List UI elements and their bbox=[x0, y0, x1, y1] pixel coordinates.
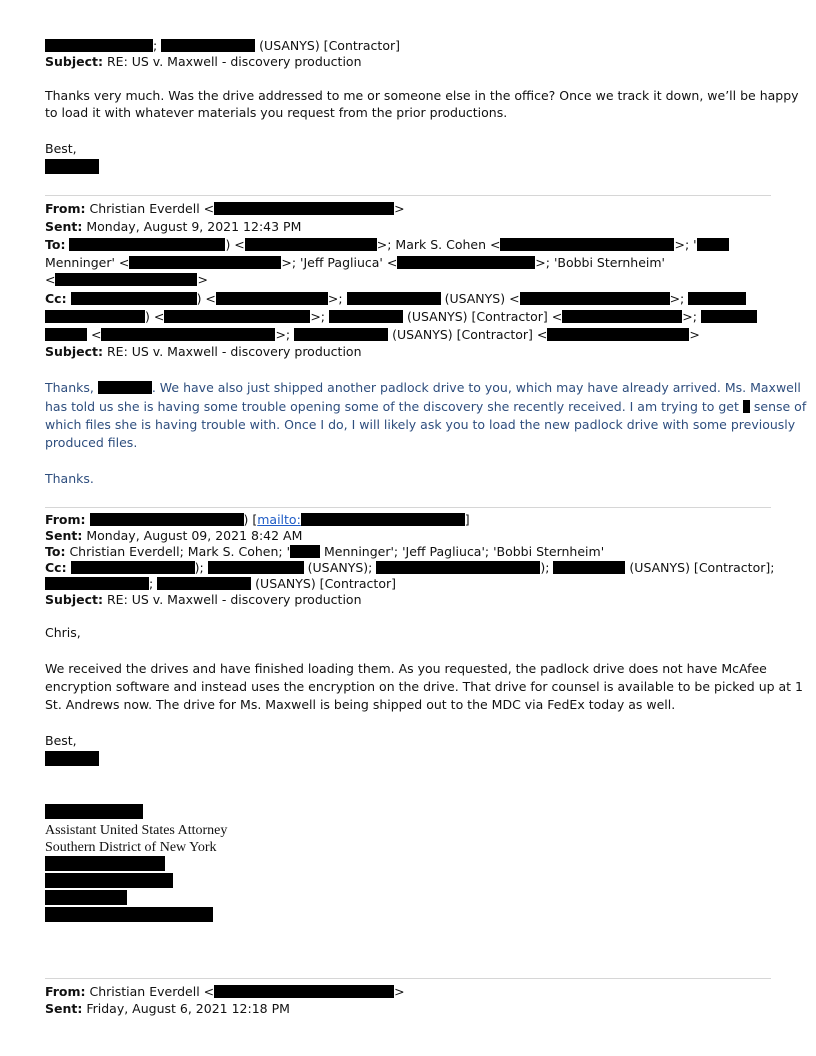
redaction bbox=[294, 328, 388, 341]
redaction bbox=[101, 328, 275, 341]
subject-text: RE: US v. Maxwell - discovery production bbox=[106, 344, 362, 359]
redaction bbox=[55, 273, 197, 286]
email3-from-line: From: ) [mailto: ] bbox=[45, 512, 470, 527]
redaction bbox=[45, 873, 173, 888]
reply1-line1: Thanks very much. Was the drive addressed to me or someone else in the office? Once we track it down, we’ll be happy bbox=[45, 88, 799, 103]
redaction bbox=[214, 202, 394, 215]
reply1-line2: to load it with whatever materials you request from the prior productions. bbox=[45, 105, 508, 120]
redaction bbox=[216, 292, 328, 305]
from-label: From: bbox=[45, 201, 86, 216]
redaction bbox=[45, 890, 127, 905]
signature-redaction bbox=[45, 751, 99, 768]
sig-office: Southern District of New York bbox=[45, 840, 217, 855]
subject-label: Subject: bbox=[45, 592, 103, 607]
redaction bbox=[208, 561, 304, 574]
redaction bbox=[69, 238, 225, 251]
subject-label: Subject: bbox=[45, 54, 103, 69]
subject-line bbox=[45, 53, 362, 70]
redaction bbox=[45, 39, 153, 52]
subject-label: Subject: bbox=[45, 344, 103, 359]
redaction bbox=[743, 400, 750, 413]
redaction bbox=[71, 292, 197, 305]
redaction bbox=[290, 545, 320, 558]
body-line1: . We have also just shipped another padlock drive to you, which may have already arrived. Ms. Maxwell bbox=[151, 380, 801, 395]
email3-body1: We received the drives and have finished loading them. As you requested, the padlock drive does not have McAfee bbox=[45, 661, 767, 676]
sig-redaction-4 bbox=[45, 907, 213, 924]
to-menninger: Menninger' < bbox=[45, 255, 130, 270]
redaction bbox=[347, 292, 441, 305]
sent-label: Sent: bbox=[45, 219, 83, 234]
redaction bbox=[45, 907, 213, 922]
redaction bbox=[562, 310, 682, 323]
redaction bbox=[553, 561, 625, 574]
email2-to-line: To: ) < >; Mark S. Cohen < >; ' bbox=[45, 236, 729, 253]
redaction bbox=[45, 856, 165, 871]
email2-body-line1 bbox=[45, 379, 801, 396]
reply1-closing: Best, bbox=[45, 141, 77, 156]
sig-title: Assistant United States Attorney bbox=[45, 823, 228, 838]
redaction bbox=[157, 577, 251, 590]
redaction bbox=[71, 561, 195, 574]
redaction bbox=[245, 238, 377, 251]
email2-cc-line: Cc: ) < >; (USANYS) < >; bbox=[45, 290, 746, 307]
redaction bbox=[397, 256, 535, 269]
redaction bbox=[98, 381, 152, 394]
email3-sent-line bbox=[45, 527, 302, 544]
redaction bbox=[45, 328, 87, 341]
from-name: Christian Everdell < bbox=[89, 984, 215, 999]
redaction bbox=[45, 159, 99, 174]
cc-usanys: (USANYS); bbox=[307, 560, 373, 575]
cc-label: Cc: bbox=[45, 560, 67, 575]
to-line: ; (USANYS) [Contractor] bbox=[45, 37, 400, 54]
redaction bbox=[376, 561, 540, 574]
redaction bbox=[520, 292, 670, 305]
sig-redaction-2 bbox=[45, 873, 173, 890]
body-line2b: sense of bbox=[753, 399, 807, 414]
redaction bbox=[45, 804, 143, 819]
to-b: Menninger'; 'Jeff Pagliuca'; 'Bobbi Sternheim' bbox=[324, 544, 605, 559]
redaction bbox=[214, 985, 394, 998]
email3-subject-line bbox=[45, 591, 362, 608]
to-a: Christian Everdell; Mark S. Cohen; ' bbox=[69, 544, 291, 559]
subject-text: RE: US v. Maxwell - discovery production bbox=[106, 54, 362, 69]
email3-body3: St. Andrews now. The drive for Ms. Maxwell is being shipped out to the MDC via FedEx today as well. bbox=[45, 697, 676, 712]
redaction bbox=[688, 292, 746, 305]
sent-date: Monday, August 9, 2021 12:43 PM bbox=[86, 219, 302, 234]
to-label: To: bbox=[45, 544, 66, 559]
email2-to-line3: < > bbox=[45, 272, 208, 287]
redaction bbox=[701, 310, 757, 323]
sent-date: Friday, August 6, 2021 12:18 PM bbox=[86, 1001, 290, 1016]
redaction bbox=[45, 751, 99, 766]
sig-redaction-3 bbox=[45, 890, 127, 907]
to-bobbi: >; 'Bobbi Sternheim' bbox=[535, 255, 665, 270]
redaction bbox=[129, 256, 281, 269]
redaction bbox=[45, 577, 149, 590]
sent-date: Monday, August 09, 2021 8:42 AM bbox=[86, 528, 303, 543]
cc-usanys: (USANYS) < bbox=[444, 291, 520, 306]
email2-from-line: From: Christian Everdell < > bbox=[45, 201, 405, 216]
from-name: Christian Everdell < bbox=[89, 201, 215, 216]
body-line2a: has told us she is having some trouble opening some of the discovery she recently received. I am trying to get bbox=[45, 399, 739, 414]
email2-body-line3: which files she is having trouble with. Once I do, I will likely ask you to load the new padlock drive with some previously bbox=[45, 417, 796, 432]
email3-greeting: Chris, bbox=[45, 625, 81, 640]
email2-body-line2 bbox=[45, 398, 806, 415]
to-mark: ; Mark S. Cohen < bbox=[387, 237, 501, 252]
cc-contractor: (USANYS) [Contractor]; bbox=[629, 560, 775, 575]
redaction bbox=[301, 513, 465, 526]
email2-cc-line2: ) < >; (USANYS) [Contractor] < >; bbox=[45, 308, 757, 325]
divider bbox=[45, 978, 771, 979]
sig-name-redaction bbox=[45, 804, 143, 821]
subject-text: RE: US v. Maxwell - discovery production bbox=[106, 592, 362, 607]
cc-label: Cc: bbox=[45, 291, 67, 306]
email2-cc-line3: < >; (USANYS) [Contractor] < > bbox=[45, 326, 700, 343]
email2-sent-line bbox=[45, 218, 301, 235]
divider bbox=[45, 507, 771, 508]
redaction bbox=[90, 513, 244, 526]
cc-tail: (USANYS) [Contractor] bbox=[255, 576, 396, 591]
email3-cc-line: Cc: ); (USANYS); ); (USANYS) [Contractor]; bbox=[45, 560, 775, 575]
email2-body-closing: Thanks. bbox=[45, 471, 94, 486]
redaction bbox=[161, 39, 255, 52]
sig-redaction-1 bbox=[45, 856, 165, 873]
email2-to-line2 bbox=[45, 254, 665, 271]
redaction bbox=[547, 328, 689, 341]
from-label: From: bbox=[45, 512, 86, 527]
redaction bbox=[45, 310, 145, 323]
email4-from-line: From: Christian Everdell < > bbox=[45, 984, 405, 999]
to-tail: (USANYS) [Contractor] bbox=[259, 38, 400, 53]
mailto-link[interactable]: mailto: bbox=[257, 512, 301, 527]
divider bbox=[45, 195, 771, 196]
email4-sent-line bbox=[45, 1000, 290, 1017]
to-label: To: bbox=[45, 237, 66, 252]
email2-subject-line bbox=[45, 343, 362, 360]
email2-body-line4: produced files. bbox=[45, 435, 138, 450]
cc-contractor-2: (USANYS) [Contractor] < bbox=[392, 327, 548, 342]
to-jeff: >; 'Jeff Pagliuca' < bbox=[281, 255, 398, 270]
sent-label: Sent: bbox=[45, 528, 83, 543]
email3-closing: Best, bbox=[45, 733, 77, 748]
sent-label: Sent: bbox=[45, 1001, 83, 1016]
from-label: From: bbox=[45, 984, 86, 999]
signature-redaction bbox=[45, 159, 99, 176]
redaction bbox=[329, 310, 403, 323]
redaction bbox=[164, 310, 310, 323]
email3-body2: encryption software and instead uses the encryption on the drive. That drive for counsel is available to be picked up at 1 bbox=[45, 679, 804, 694]
email3-to-line bbox=[45, 543, 604, 560]
redaction bbox=[697, 238, 729, 251]
cc-contractor: (USANYS) [Contractor] < bbox=[406, 309, 563, 324]
email3-cc-line2: ; (USANYS) [Contractor] bbox=[45, 575, 396, 592]
body-thanks: Thanks, bbox=[45, 380, 94, 395]
redaction bbox=[500, 238, 674, 251]
